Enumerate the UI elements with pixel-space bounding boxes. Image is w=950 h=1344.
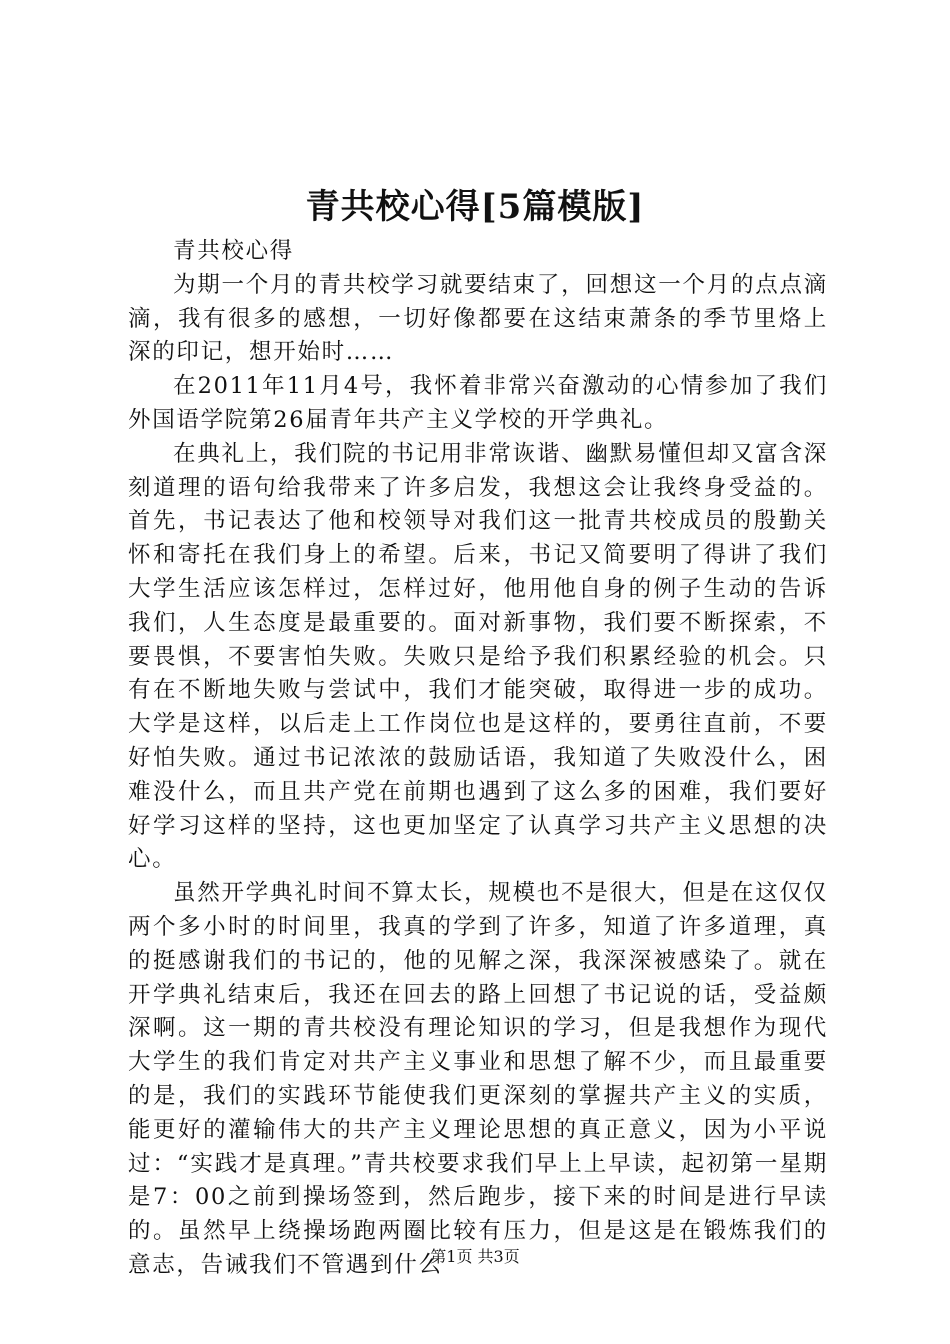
document-title: 青共校心得[5篇模版]	[305, 187, 645, 227]
page-footer: 第1页 共3页	[430, 1247, 520, 1266]
document-body	[128, 235, 828, 1283]
paragraph-reflection: 虽然开学典礼时间不算太长，规模也不是很大，但是在这仅仅两个多小时的时间里，我真的学到了许多，知道了许多道理，真的挺感谢我们的书记的，他的见解之深，我深深被感染了。就在开学典礼结束后，我还在回去的路上回想了书记说的话，受益颇深啊。这一期的青共校没有理论知识的学习，但是我想作为现代大学生的我们肯定对共产主义事业和思想了解不少，而且最重要的是，我们的实践环节能使我们更深刻的掌握共产主义的实质，能更好的灌输伟大的共产主义理论思想的真正意义，因为小平说过：“实践才是真理。”青共校要求我们早上上早读，起初第一星期是7：00之前到操场签到，然后跑步，接下来的时间是进行早读的。虽然早上绕操场跑两圈比较有压力，但是这是在锻炼我们的意志，告诫我们不管遇到什么	[128, 880, 828, 1278]
paragraph-subtitle: 青共校心得	[173, 238, 295, 264]
paragraph-intro: 为期一个月的青共校学习就要结束了，回想这一个月的点点滴滴，我有很多的感想，一切好像都要在这结束萧条的季节里烙上深的印记，想开始时……	[128, 271, 828, 366]
paragraph-ceremony-speech: 在典礼上，我们院的书记用非常诙谐、幽默易懂但却又富含深刻道理的语句给我带来了许多启发，我想这会让我终身受益的。首先，书记表达了他和校领导对我们这一批青共校成员的殷勤关怀和寄托在我们身上的希望。后来，书记又简要明了得讲了我们大学生活应该怎样过，怎样过好，他用他自身的例子生动的告诉我们，人生态度是最重要的。面对新事物，我们要不断探索，不要畏惧，不要害怕失败。失败只是给予我们积累经验的机会。只有在不断地失败与尝试中，我们才能突破，取得进一步的成功。大学是这样，以后走上工作岗位也是这样的，要勇往直前，不要好怕失败。通过书记浓浓的鼓励话语，我知道了失败没什么，困难没什么，而且共产党在前期也遇到了这么多的困难，我们要好好学习这样的坚持，这也更加坚定了认真学习共产主义思想的决心。	[128, 440, 828, 873]
paragraph-opening-ceremony: 在2011年11月4号，我怀着非常兴奋激动的心情参加了我们外国语学院第26届青年共产主义学校的开学典礼。	[128, 373, 828, 433]
